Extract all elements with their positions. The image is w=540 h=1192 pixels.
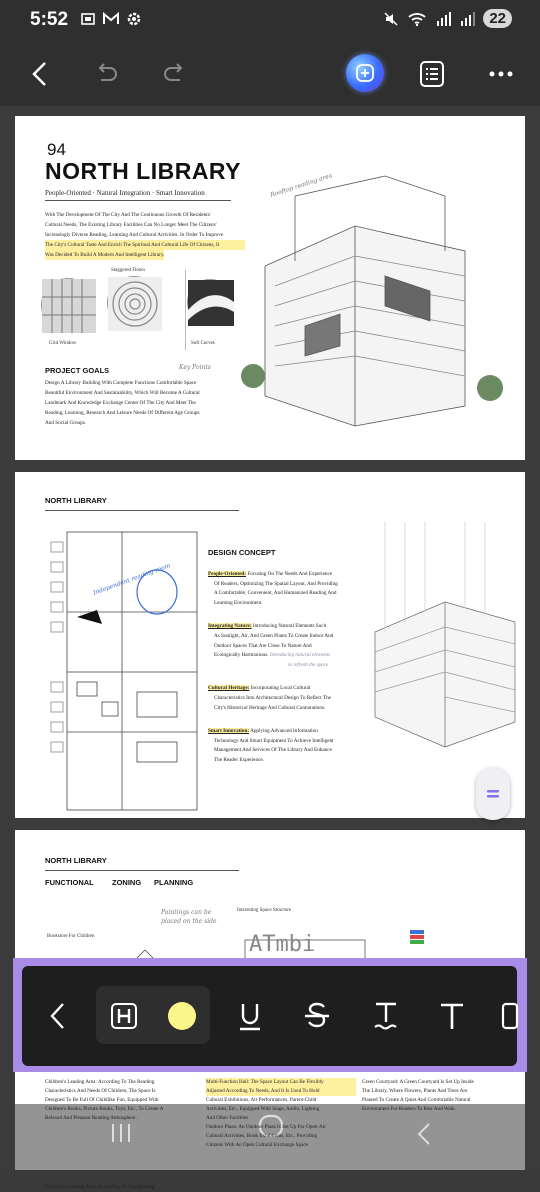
note-rooftop: Rooftop reading area <box>269 172 334 199</box>
undo-icon <box>93 62 119 86</box>
mail-icon <box>102 11 120 27</box>
col-line: Cultural Activities, Book Exhibitions, Etc., Providing <box>206 1133 318 1139</box>
battery-level: 22 <box>483 9 512 28</box>
design-concept-title: DESIGN CONCEPT <box>208 548 276 557</box>
underline-icon <box>236 1000 264 1032</box>
outline-icon <box>419 60 445 88</box>
note-natural: Introducing natural elements <box>269 652 331 659</box>
back-icon <box>30 61 50 87</box>
system-back-button[interactable] <box>416 1122 432 1151</box>
structure-sketch <box>365 522 520 772</box>
label-soft: Soft Curves <box>191 341 215 346</box>
col-line: Designed To Be Full Of Childlike Fun, Equipped With <box>45 1097 159 1103</box>
concept-line: Learning Environment. <box>214 599 263 606</box>
concept-list <box>208 570 368 766</box>
highlight-icon <box>110 1002 138 1030</box>
intro-line: With The Development Of The City And The Continuous Growth Of Residents' <box>45 212 211 218</box>
status-right <box>383 9 512 28</box>
col-line: Children's Leading Area: According To The Reading <box>45 1079 155 1085</box>
col-line: Children's Leading Area: According To The Reading <box>45 1184 155 1190</box>
col-line: Green Courtyard: A Green Courtyard Is Set Up Inside <box>362 1079 474 1085</box>
label-grid: Grid Window <box>49 341 77 346</box>
annotation-toolbar <box>22 966 517 1066</box>
screenshot-icon <box>80 11 96 27</box>
intro-line: Cultural Needs, The Existing Library Facilities Can No Longer Meet The Citizens' <box>45 222 217 228</box>
color-picker-button[interactable] <box>168 1002 196 1030</box>
col-line: And Other Facilities <box>206 1115 249 1121</box>
intro-line: Increasingly Diverse Reading, Learning And Cultural Activities. In Order To Improve <box>45 232 224 238</box>
page-number-label: 94 <box>47 140 66 159</box>
col-line: Cultural Exhibitions, Art Performances, Parent-Child <box>206 1097 317 1103</box>
strikethrough-tool-button[interactable] <box>295 994 339 1038</box>
concept-line: The Reader Experience. <box>214 756 264 763</box>
col-line: Children's Books, Picture Books, Toys, Etc., To Create A <box>45 1106 164 1112</box>
intro-line-highlighted: The City's Cultural Taste And Enrich The Spiritual And Cultural Life Of Citizens, It <box>45 240 245 250</box>
status-bar <box>0 0 540 40</box>
collapse-toolbar-button[interactable] <box>36 994 80 1038</box>
dashed-divider <box>185 270 186 350</box>
scroll-handle[interactable] <box>476 768 510 820</box>
recents-button[interactable] <box>110 1122 132 1149</box>
concept-key: People-Oriented: <box>208 571 247 577</box>
concept-line: Incorporating Local Cultural <box>250 685 311 692</box>
concept-item <box>208 684 368 694</box>
concept-line: Focusing On The Needs And Experience <box>247 571 333 577</box>
note-paintings: Paintings can be placed on the side <box>161 909 217 925</box>
more-icon <box>488 70 514 78</box>
page3-col2 <box>206 1078 356 1150</box>
label-children-bookstore: Bookstore For Children <box>47 934 95 939</box>
highlight-tool-button[interactable] <box>102 994 146 1038</box>
col-line: Environment For Readers To Rest And Walk. <box>362 1106 456 1112</box>
pdf-page-1[interactable] <box>15 116 525 460</box>
ai-assistant-button[interactable] <box>346 54 384 92</box>
col-line: Adjusted According To Needs, And It Is Used To Hold <box>206 1087 356 1096</box>
goals-line: Reading, Learning, Research And Leisure Needs Of Different Age Groups <box>45 410 200 416</box>
concept-line: Characteristics Into Architectural Design To Reflect The <box>214 694 331 701</box>
more-button[interactable] <box>481 54 521 94</box>
col-line: Characteristics And Needs Of Children, The Space Is <box>45 1088 156 1094</box>
tab-zoning: ZONING <box>112 878 142 887</box>
col-line: The Library, Where Flowers, Plants And Trees Are <box>362 1088 468 1094</box>
pdf-page-2[interactable] <box>15 472 525 818</box>
recents-icon <box>110 1122 132 1144</box>
col-line: Citizens With An Open Cultural Exchange Space <box>206 1142 308 1148</box>
concept-key: Integrating Nature: <box>208 623 252 630</box>
note-key-points: Key Points <box>179 364 211 371</box>
header-rule <box>45 510 239 511</box>
col1-text <box>45 1182 195 1192</box>
note-refresh: to refresh the space <box>288 661 329 668</box>
settings-icon <box>126 11 142 27</box>
page3-col1 <box>45 1078 195 1123</box>
col-line: Planted To Create A Quiet And Comfortable Natural <box>362 1097 471 1103</box>
concept-line: City's Historical Heritage And Cultural Connotations. <box>214 704 326 711</box>
outline-button[interactable] <box>412 54 452 94</box>
concept-line: A Comfortable, Convenient, And Humanized Reading And <box>214 590 337 597</box>
concept-line: Applying Advanced Information <box>250 728 318 735</box>
mute-icon <box>383 11 399 27</box>
back-button[interactable] <box>20 54 60 94</box>
signal-icon-2 <box>459 11 475 27</box>
text-box-icon <box>491 1001 519 1031</box>
goals-line: Beautiful Environment And Sustainability, Which Will Become A Cultural <box>45 390 200 396</box>
squiggly-tool-button[interactable] <box>364 994 408 1038</box>
goals-line: Landmark And Knowledge Exchange Center Of The City And Meet The <box>45 400 196 406</box>
note-independent-reading: Independent reading room <box>92 562 172 597</box>
redo-button[interactable] <box>155 54 195 94</box>
soft-curves-image <box>187 279 233 325</box>
squiggly-icon <box>372 1000 400 1032</box>
concept-line: Outdoor Spaces That Are Close To Nature And <box>214 642 312 649</box>
undo-button[interactable] <box>86 54 126 94</box>
wifi-icon <box>407 11 427 27</box>
text-icon <box>438 1001 466 1031</box>
tab-planning: PLANNING <box>154 878 194 887</box>
status-time: 5:52 <box>30 9 69 30</box>
strikethrough-icon <box>303 1000 331 1032</box>
notification-icons <box>80 11 142 27</box>
intro-line-highlighted: Was Decided To Build A Modern And Intelligent Library. <box>45 252 165 258</box>
col-line: Outdoor Plaza: An Outdoor Plaza Is Set Up For Open-Air <box>206 1124 327 1130</box>
concept-item <box>208 622 368 632</box>
sketch-lettering: ATmbi <box>249 932 316 957</box>
more-tools-button[interactable] <box>492 994 517 1038</box>
concept-line: Technology And Smart Equipment To Achieve Intelligent <box>214 737 334 744</box>
goals-line: And Social Groups. <box>45 420 87 426</box>
col-line: Relaxed And Pleasant Reading Atmosphere. <box>45 1115 137 1121</box>
concept-item <box>208 727 368 737</box>
page2-header: NORTH LIBRARY <box>45 496 107 505</box>
goals-line: Design A Library Building With Complete Functions Comfortable Space <box>45 380 197 386</box>
grid-window-image <box>41 278 95 332</box>
concept-line: Of Readers, Optimizing The Spatial Layout, And Providing <box>214 580 338 587</box>
header-rule <box>45 870 239 871</box>
signal-icon <box>435 11 451 27</box>
concept-line: Management And Services Of The Library And Enhance <box>214 747 332 754</box>
chevron-left-icon <box>49 1002 67 1030</box>
system-back-icon <box>416 1122 432 1146</box>
concept-item <box>208 570 368 580</box>
concept-key: Cultural Heritage: <box>208 685 250 692</box>
label-interesting-space: Interesting Space Structure <box>237 908 292 913</box>
concept-line-wrap <box>208 651 368 661</box>
floor-plan-drawing <box>47 532 215 810</box>
redo-icon <box>162 62 188 86</box>
ai-assistant-icon <box>346 54 384 92</box>
concept-line: As Sunlight, Air, And Green Plants To Create Indoor And <box>214 632 334 639</box>
drag-handle-icon <box>486 788 500 800</box>
page3-header: NORTH LIBRARY <box>45 856 107 865</box>
col-line: Activities, Etc., Equipped With Stage, Audio, Lighting <box>206 1106 320 1112</box>
staggered-floors-image <box>107 276 161 330</box>
goals-paragraph <box>45 378 245 428</box>
concept-key: Smart Innovation: <box>208 728 250 735</box>
concept-line: Introducing Natural Elements Such <box>252 623 327 630</box>
text-tool-button[interactable] <box>430 994 474 1038</box>
concept-line: Ecologically Harmonious. <box>214 652 269 659</box>
intro-paragraph <box>45 210 245 260</box>
top-toolbar <box>0 40 540 106</box>
goals-title: PROJECT GOALS <box>45 366 110 375</box>
label-staggered: Staggered Floors <box>111 268 146 273</box>
underline-tool-button[interactable] <box>228 994 272 1038</box>
page-subtitle: People-Oriented · Natural Integration · Smart Innovation <box>45 189 205 197</box>
building-sketch <box>235 156 515 456</box>
page-title: NORTH LIBRARY <box>45 158 242 184</box>
page3-col3 <box>362 1078 512 1114</box>
title-rule <box>45 200 231 201</box>
tab-functional: FUNCTIONAL <box>45 878 94 887</box>
col-line: Multi-Function Hall: The Space Layout Can Be Flexibly <box>206 1078 356 1087</box>
